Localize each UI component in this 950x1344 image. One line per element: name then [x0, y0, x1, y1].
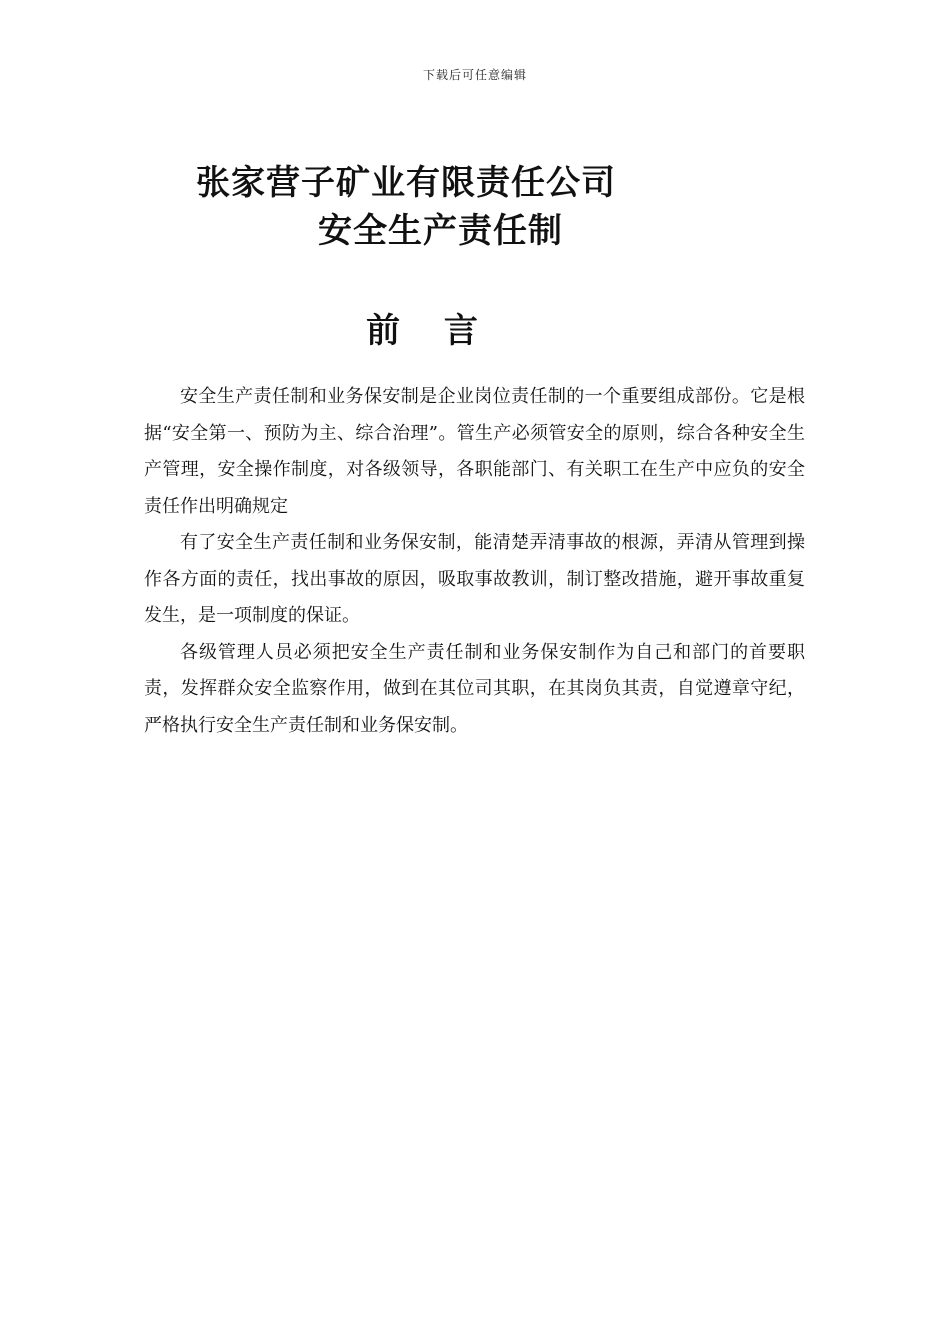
document-title-company: 张家营子矿业有限责任公司 [196, 163, 616, 203]
preface-heading: 前 言 [366, 311, 494, 351]
preface-paragraph-2: 有了安全生产责任制和业务保安制，能清楚弄清事故的根源，弄清从管理到操作各方面的责任，找出事故的原因，吸取事故教训，制订整改措施，避开事故重复发生，是一项制度的保证。 [144, 532, 805, 626]
page-header-note: 下载后可任意编辑 [422, 68, 527, 82]
preface-paragraph-1: 安全生产责任制和业务保安制是企业岗位责任制的一个重要组成部份。它是根据“安全第一、预防为主、综合治理”。管生产必须管安全的原则，综合各种安全生产管理，安全操作制度，对各级领导，各职能部门、有关职工在生产中应负的安全责任作出明确规定 [144, 386, 805, 517]
document-title-subject: 安全生产责任制 [318, 211, 563, 251]
preface-paragraph-3: 各级管理人员必须把安全生产责任制和业务保安制作为自己和部门的首要职责，发挥群众安全监察作用，做到在其位司其职，在其岗负其责，自觉遵章守纪，严格执行安全生产责任制和业务保安制。 [144, 641, 805, 736]
preface-body [144, 379, 805, 744]
